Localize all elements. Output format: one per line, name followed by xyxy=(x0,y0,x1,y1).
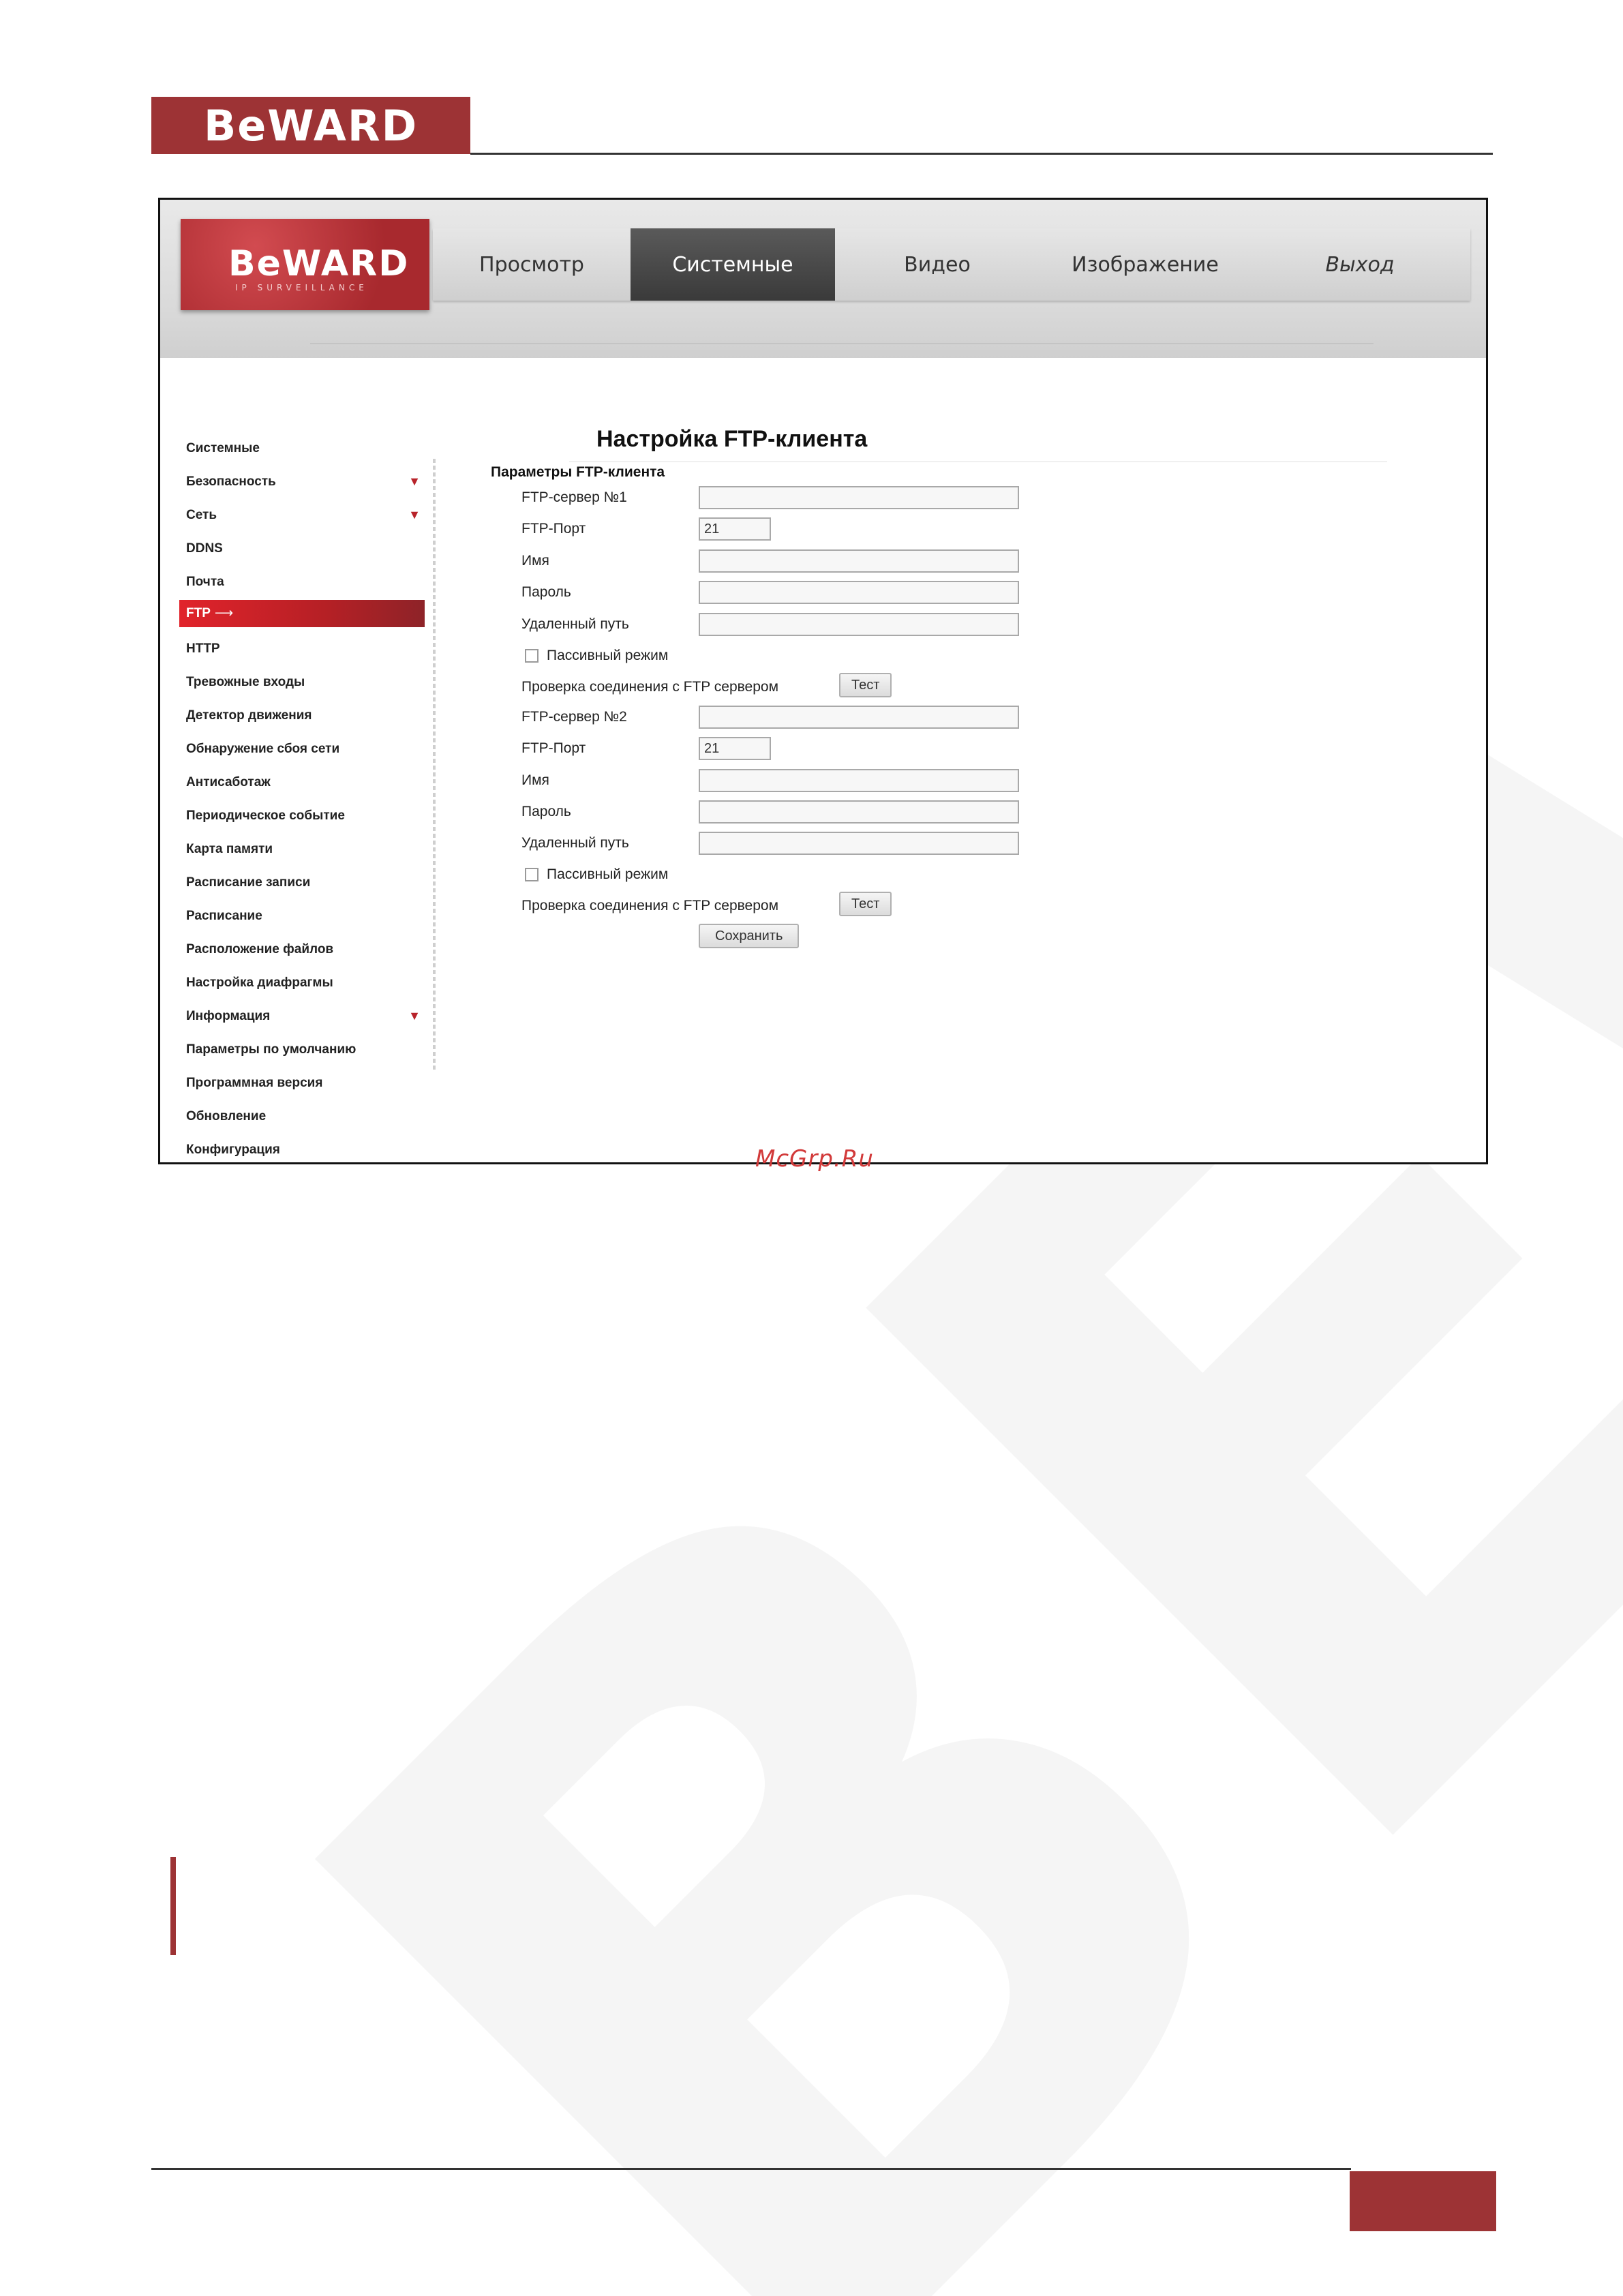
server1-test-label: Проверка соединения с FTP сервером xyxy=(521,679,779,695)
server1-port-row xyxy=(521,516,700,542)
header-divider xyxy=(310,343,1374,344)
server2-port-row xyxy=(521,736,700,761)
header-rule xyxy=(470,153,1493,155)
sidebar-item-ddns[interactable] xyxy=(179,532,425,565)
server1-name-input[interactable] xyxy=(699,549,1019,573)
sidebar-item-label: Параметры по умолчанию xyxy=(186,1042,357,1057)
sidebar-item-system[interactable] xyxy=(179,432,425,465)
sidebar-item-information[interactable] xyxy=(179,999,425,1033)
sidebar-item-label: Расписание записи xyxy=(186,875,311,890)
tab-logout[interactable]: Выход xyxy=(1325,252,1395,277)
sidebar-item-record-schedule[interactable] xyxy=(179,866,425,899)
sidebar-item-label: Периодическое событие xyxy=(186,809,345,823)
sidebar-divider xyxy=(433,459,436,1072)
footer-rule xyxy=(151,2168,1351,2170)
sidebar-item-schedule[interactable] xyxy=(179,899,425,933)
server2-row xyxy=(521,704,700,730)
server1-port-label: FTP-Порт xyxy=(521,521,586,537)
app-logo-subtitle: IP SURVEILLANCE xyxy=(235,283,368,292)
server1-test-button[interactable]: Тест xyxy=(839,673,892,697)
sidebar-item-label: Тревожные входы xyxy=(186,675,305,689)
server1-password-row xyxy=(521,579,700,605)
server1-port-input[interactable] xyxy=(699,517,771,541)
left-accent-bar xyxy=(170,1857,176,1955)
expand-arrow-icon[interactable]: ▼ xyxy=(408,508,421,522)
server2-port-input[interactable] xyxy=(699,737,771,760)
server2-password-input[interactable] xyxy=(699,800,1019,824)
save-button[interactable]: Сохранить xyxy=(699,924,799,948)
sidebar-item-label: Почта xyxy=(186,575,224,589)
document-logo xyxy=(151,97,470,154)
sidebar-item-label: Конфигурация xyxy=(186,1143,280,1157)
server1-row xyxy=(521,485,700,511)
sidebar-item-defaults[interactable] xyxy=(179,1033,425,1066)
sidebar-item-network-failure[interactable] xyxy=(179,732,425,766)
server1-name-row xyxy=(521,548,700,574)
sidebar-item-firmware-version[interactable] xyxy=(179,1066,425,1100)
sidebar-item-label: Антисаботаж xyxy=(186,775,271,789)
app-logo xyxy=(181,219,429,310)
server2-path-input[interactable] xyxy=(699,832,1019,855)
server2-port-label: FTP-Порт xyxy=(521,740,586,756)
sidebar-item-motion-detector[interactable] xyxy=(179,699,425,732)
server2-test-label: Проверка соединения с FTP сервером xyxy=(521,898,779,913)
sidebar-item-memory-card[interactable] xyxy=(179,832,425,866)
app-header xyxy=(160,200,1486,358)
server1-label: FTP-сервер №1 xyxy=(521,489,627,505)
server2-test-button[interactable]: Тест xyxy=(839,892,892,916)
server1-passive-checkbox[interactable] xyxy=(525,649,539,663)
tab-system[interactable]: Системные xyxy=(631,228,835,301)
server2-passive-label: Пассивный режим xyxy=(547,866,669,882)
sidebar-item-security[interactable] xyxy=(179,465,425,498)
server1-test-row xyxy=(521,674,778,700)
sidebar-item-file-location[interactable] xyxy=(179,933,425,966)
web-interface-screenshot xyxy=(158,198,1488,1164)
sidebar-item-configuration[interactable] xyxy=(179,1133,425,1164)
server2-test-row xyxy=(521,893,778,919)
server2-password-label: Пароль xyxy=(521,804,571,819)
sidebar-item-label: Карта памяти xyxy=(186,842,273,856)
sidebar-item-label: Обнаружение сбоя сети xyxy=(186,742,340,756)
sidebar-item-label: FTP xyxy=(186,606,211,620)
server2-name-input[interactable] xyxy=(699,769,1019,792)
server2-password-row xyxy=(521,799,700,825)
sidebar-item-label: Расположение файлов xyxy=(186,942,334,956)
section-title: Параметры FTP-клиента xyxy=(491,464,665,480)
page-title: Настройка FTP-клиента xyxy=(596,426,868,452)
server2-input[interactable] xyxy=(699,706,1019,729)
sidebar-item-label: Обновление xyxy=(186,1109,267,1123)
sidebar-item-label: Программная версия xyxy=(186,1076,323,1090)
sidebar-item-ftp[interactable] xyxy=(179,600,425,627)
server1-password-label: Пароль xyxy=(521,584,571,600)
server2-path-row xyxy=(521,830,700,856)
tab-view[interactable]: Просмотр xyxy=(479,252,584,277)
server1-name-label: Имя xyxy=(521,553,549,569)
server1-password-input[interactable] xyxy=(699,581,1019,604)
sidebar-menu xyxy=(179,432,425,1164)
server1-passive-label: Пассивный режим xyxy=(547,648,669,663)
server2-passive-row xyxy=(525,862,668,888)
sidebar-item-label: Системные xyxy=(186,441,260,455)
sidebar-item-label: Сеть xyxy=(186,508,217,522)
sidebar-item-label: Безопасность xyxy=(186,474,276,489)
sidebar-item-label: Настройка диафрагмы xyxy=(186,976,333,990)
server2-name-row xyxy=(521,768,700,794)
tab-video[interactable]: Видео xyxy=(904,252,971,277)
server2-passive-checkbox[interactable] xyxy=(525,868,539,881)
sidebar-item-iris-setup[interactable] xyxy=(179,966,425,999)
server2-label: FTP-сервер №2 xyxy=(521,709,627,725)
server1-input[interactable] xyxy=(699,486,1019,509)
server1-path-label: Удаленный путь xyxy=(521,616,629,632)
tab-image[interactable]: Изображение xyxy=(1072,252,1219,277)
expand-arrow-icon[interactable]: ▼ xyxy=(408,474,421,488)
sidebar-item-label: Расписание xyxy=(186,909,262,923)
sidebar-item-alarm-inputs[interactable] xyxy=(179,665,425,699)
server1-path-input[interactable] xyxy=(699,613,1019,636)
footer-page-box xyxy=(1350,2171,1496,2231)
server2-name-label: Имя xyxy=(521,772,549,788)
sidebar-item-periodic-event[interactable] xyxy=(179,799,425,832)
sidebar-item-update[interactable] xyxy=(179,1100,425,1133)
sidebar-item-network[interactable] xyxy=(179,498,425,532)
site-watermark: McGrp.Ru xyxy=(755,1145,874,1173)
sidebar-item-label: DDNS xyxy=(186,541,223,556)
expand-arrow-icon[interactable]: ▼ xyxy=(408,1009,421,1023)
document-logo-text: BeWARD xyxy=(203,100,419,151)
server2-path-label: Удаленный путь xyxy=(521,835,629,851)
sidebar-item-tamper[interactable] xyxy=(179,766,425,799)
sidebar-item-mail[interactable] xyxy=(179,565,425,599)
sidebar-item-label: HTTP xyxy=(186,641,220,656)
server1-path-row xyxy=(521,611,700,637)
top-navigation xyxy=(433,228,1470,301)
sidebar-item-http[interactable] xyxy=(179,632,425,665)
app-logo-brand: BeWARD xyxy=(228,243,410,284)
server1-passive-row xyxy=(525,643,668,669)
sidebar-item-label: Информация xyxy=(186,1009,271,1023)
pointer-arrow-icon: ⟶ xyxy=(214,606,234,620)
sidebar-item-label: Детектор движения xyxy=(186,708,312,723)
